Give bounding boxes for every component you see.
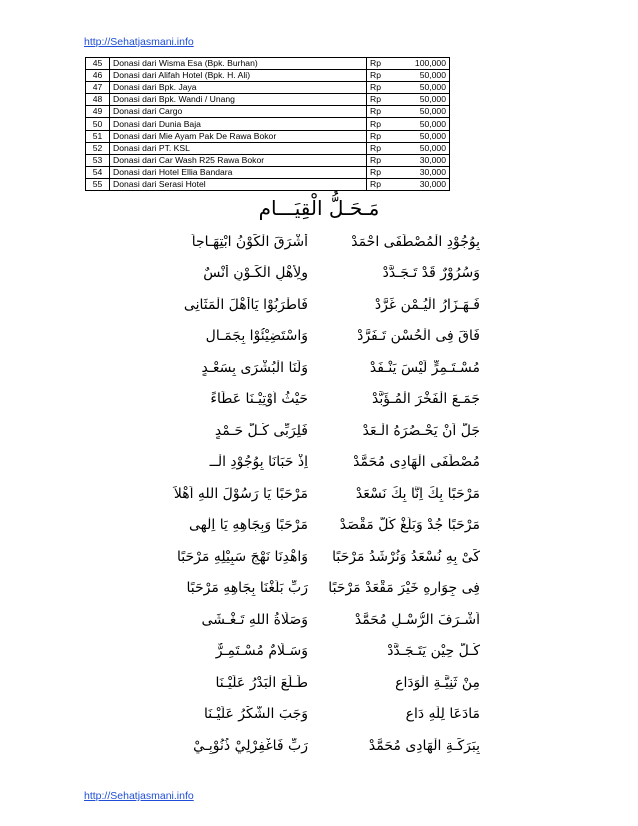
poem-couplet (150, 510, 480, 542)
poem-couplet (150, 352, 480, 384)
donation-description: Donasi dari Serasi Hotel (110, 178, 367, 190)
couplet-second-hemistich: جَمَـعَ الْفَخْرَ الْمُـؤَبَّدْ (371, 391, 480, 408)
couplet-second-hemistich: كُـلَّ حِيْنٍ يَتَـجَـدَّدْ (387, 643, 480, 660)
header-link[interactable]: http://Sehatjasmani.info (84, 36, 194, 48)
donation-row (86, 58, 450, 70)
currency-label: Rp (367, 142, 396, 154)
currency-label: Rp (367, 82, 396, 94)
couplet-first-hemistich: وَسَـلَامٌ مُسْـتَمِـرٌّ (215, 643, 308, 660)
currency-label: Rp (367, 58, 396, 70)
donation-number: 52 (86, 142, 110, 154)
donation-amount: 50,000 (395, 94, 450, 106)
donation-amount: 50,000 (395, 142, 450, 154)
currency-label: Rp (367, 94, 396, 106)
donation-number: 48 (86, 94, 110, 106)
donation-number: 45 (86, 58, 110, 70)
couplet-first-hemistich: أَشْرَقَ الْكَوْنُ ابْتِهَـاجاً (191, 233, 308, 250)
donation-amount: 30,000 (395, 178, 450, 190)
couplet-first-hemistich: وَاسْتَضِيْئُوْا بِجَمَـال (205, 328, 308, 345)
donation-row (86, 178, 450, 190)
donation-description: Donasi dari Bpk. Wandi / Unang (110, 94, 367, 106)
couplet-second-hemistich: كَىْ بِهِ نُسْعَدُ وَنُرْشَدُ مَرْحَبًا (332, 548, 480, 565)
donation-amount: 50,000 (395, 70, 450, 82)
couplet-second-hemistich: مَرْحَبًا جُدْ وَبَلِّغْ كُلَّ مَقْصَدْ (339, 517, 480, 534)
poem-couplet (150, 730, 480, 762)
currency-label: Rp (367, 178, 396, 190)
donation-amount: 50,000 (395, 130, 450, 142)
donation-number: 53 (86, 154, 110, 166)
donation-description: Donasi dari Alifah Hotel (Bpk. H. Ali) (110, 70, 367, 82)
currency-label: Rp (367, 70, 396, 82)
poem-couplet (150, 573, 480, 605)
couplet-first-hemistich: فَاطْرَبُوْا يَاأَهْلَ الْمَثَانِى (183, 296, 308, 313)
donation-amount: 50,000 (395, 82, 450, 94)
poem-body (150, 226, 480, 762)
donation-number: 47 (86, 82, 110, 94)
couplet-first-hemistich: مَرْحَبًا يَا رَسُوْلَ اللهِ اَهْلاً (173, 485, 308, 502)
donation-description: Donasi dari Bpk. Jaya (110, 82, 367, 94)
donation-number: 55 (86, 178, 110, 190)
couplet-first-hemistich: مَرْحَبًا وَبِجَاهِهِ يَا اِلٰهِى (188, 517, 308, 534)
couplet-second-hemistich: وَسُرُوْرٌ قَدْ تَـجَـدَّدْ (382, 265, 480, 282)
couplet-first-hemistich: رَبِّ بَلِّغْنَا بِجَاهِهِ مَرْحَبًا (186, 580, 308, 597)
couplet-first-hemistich: وَاهْدِنَا نَهْجَ سَبِيْلِهِ مَرْحَبًا (177, 548, 308, 565)
poem-couplet (150, 289, 480, 321)
donation-description: Donasi dari Dunia Baja (110, 118, 367, 130)
poem-couplet (150, 384, 480, 416)
couplet-second-hemistich: جَلَّ اَنْ يَحْـصُرَهُ الْـعَدْ (362, 422, 480, 439)
couplet-first-hemistich: فَلِرَبِّى كُـلُّ حَـمْدٍ (214, 422, 308, 439)
couplet-second-hemistich: بِوُجُوْدِ الْمُصْطَفَى احْمَدْ (351, 233, 480, 250)
donation-row (86, 154, 450, 166)
donation-amount: 30,000 (395, 154, 450, 166)
couplet-second-hemistich: بِبَرَكَـةِ الْهَادِى مُحَمَّدْ (368, 737, 480, 754)
poem-couplet (150, 604, 480, 636)
donation-amount: 50,000 (395, 106, 450, 118)
poem-couplet (150, 667, 480, 699)
couplet-second-hemistich: مَادَعَا لِلّٰهِ دَاعٍ (405, 706, 480, 723)
currency-label: Rp (367, 106, 396, 118)
donation-number: 50 (86, 118, 110, 130)
couplet-first-hemistich: طَـلَعَ الْبَدْرُ عَلَيْـنَا (215, 674, 308, 691)
poem-couplet (150, 258, 480, 290)
donation-amount: 50,000 (395, 118, 450, 130)
donation-row (86, 130, 450, 142)
poem-couplet (150, 321, 480, 353)
couplet-second-hemistich: مُسْـتَـمِرٍّ لَيْسَ يَنْـفَدْ (369, 359, 480, 376)
couplet-second-hemistich: فِى جِوَارِهِ خَيْرَ مَقْعَدْ مَرْحَبًا (328, 580, 480, 597)
currency-label: Rp (367, 154, 396, 166)
donation-table (85, 57, 450, 191)
couplet-second-hemistich: مَرْحَبًا بِكَ اِنَّا بِكَ نَسْعَدْ (355, 485, 480, 502)
couplet-second-hemistich: مِنْ ثَنِيَّـةِ الْوَدَاعِ (395, 674, 480, 691)
poem-couplet (150, 478, 480, 510)
donation-description: Donasi dari Mie Ayam Pak De Rawa Bokor (110, 130, 367, 142)
couplet-first-hemistich: اِذْ حَبَانَا بِوُجُوْدِ الْــ (209, 454, 308, 471)
donation-row (86, 142, 450, 154)
poem-couplet (150, 415, 480, 447)
couplet-first-hemistich: حَيْثُ اُوْتِيْـنَا عَطَاءً (210, 391, 308, 408)
currency-label: Rp (367, 130, 396, 142)
donation-number: 49 (86, 106, 110, 118)
donation-description: Donasi dari Cargo (110, 106, 367, 118)
donation-row (86, 166, 450, 178)
donation-row (86, 106, 450, 118)
couplet-second-hemistich: مُصْطَفَى الْهَادِى مُحَمَّدْ (353, 454, 480, 471)
currency-label: Rp (367, 166, 396, 178)
poem-couplet (150, 226, 480, 258)
poem-couplet (150, 447, 480, 479)
couplet-second-hemistich: فَـهَـزَارُ الْيُـمْنِ غَرَّدْ (374, 296, 480, 313)
couplet-first-hemistich: وَصَلَاةُ اللهِ تَـغْـشَى (201, 611, 308, 628)
donation-row (86, 70, 450, 82)
donation-description: Donasi dari Wisma Esa (Bpk. Burhan) (110, 58, 367, 70)
couplet-second-hemistich: اَشْـرَفَ الرُّسْـلِ مُحَمَّدْ (354, 611, 480, 628)
couplet-second-hemistich: فَاقَ فِى الْحُسْنِ تَـفَرَّدْ (357, 328, 480, 345)
donation-number: 46 (86, 70, 110, 82)
couplet-first-hemistich: رَبِّ فَاغْفِرْلِيْ ذُنُوْبِـيْ (193, 737, 308, 754)
couplet-first-hemistich: وَجَبَ الشُّكْرُ عَلَيْـنَا (204, 706, 308, 723)
donation-amount: 100,000 (395, 58, 450, 70)
donation-description: Donasi dari Hotel Ellia Bandara (110, 166, 367, 178)
poem-couplet (150, 636, 480, 668)
poem-title: مَـحَـلُّ الْقِيَـــام (258, 196, 380, 220)
donation-amount: 30,000 (395, 166, 450, 178)
currency-label: Rp (367, 118, 396, 130)
donation-row (86, 82, 450, 94)
footer-link[interactable]: http://Sehatjasmani.info (84, 790, 194, 802)
poem-couplet (150, 699, 480, 731)
donation-number: 51 (86, 130, 110, 142)
donation-description: Donasi dari Car Wash R25 Rawa Bokor (110, 154, 367, 166)
poem-couplet (150, 541, 480, 573)
donation-row (86, 94, 450, 106)
donation-description: Donasi dari PT. KSL (110, 142, 367, 154)
couplet-first-hemistich: وِلِأَهْلِ الْكَـوْنِ أُنْسٌ (203, 265, 308, 282)
donation-number: 54 (86, 166, 110, 178)
donation-row (86, 118, 450, 130)
couplet-first-hemistich: وَلَنَا الْبُشْرَى بِسَعْـدٍ (201, 359, 308, 376)
